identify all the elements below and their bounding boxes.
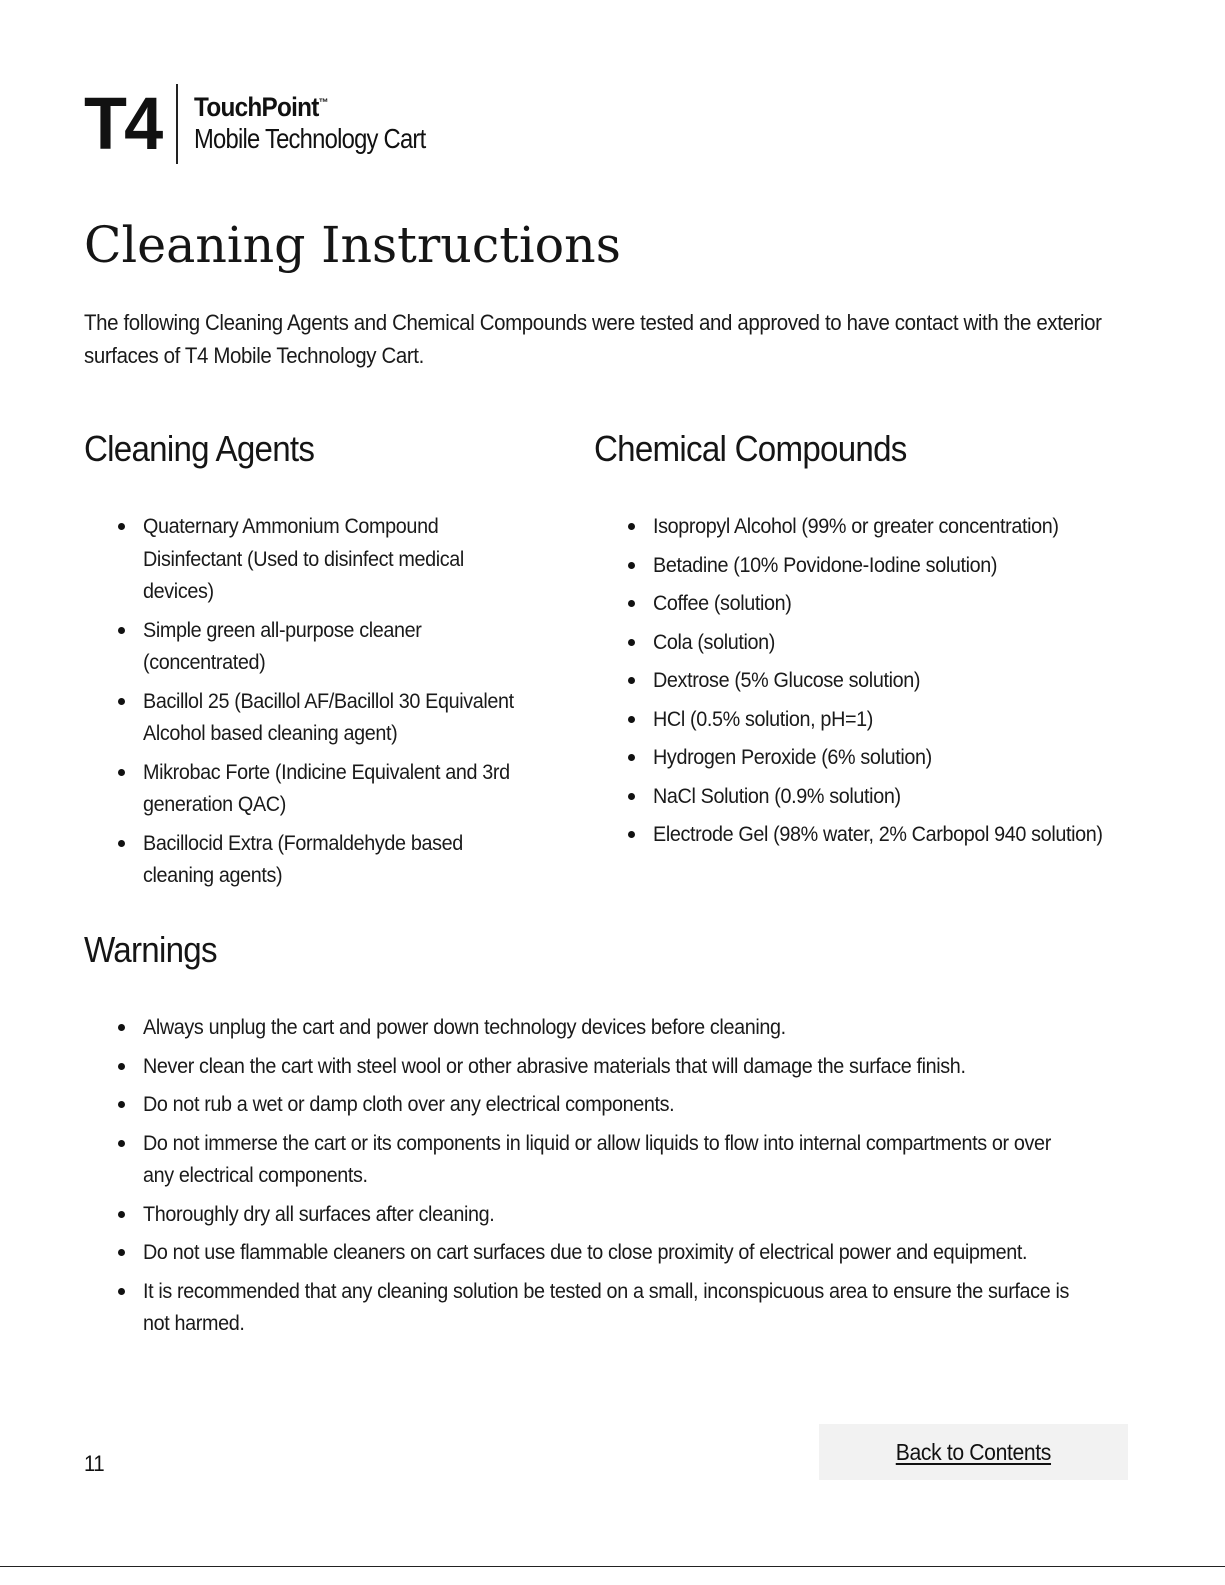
logo-brand-name: TouchPoint xyxy=(193,92,319,123)
list-item: Never clean the cart with steel wool or other abrasive materials that will damage the surface finish. xyxy=(84,1050,1164,1083)
list-item: Do not immerse the cart or its components in liquid or allow liquids to flow into internal compartments or over any electrical components. xyxy=(84,1127,1164,1192)
list-item: Bacillocid Extra (Formaldehyde based cleaning agents) xyxy=(84,827,564,892)
list-item: HCl (0.5% solution, pH=1) xyxy=(594,703,1154,736)
back-to-contents-button[interactable] xyxy=(819,1424,1128,1480)
chemical-compounds-heading: Chemical Compounds xyxy=(594,428,907,469)
chemical-compounds-section xyxy=(594,428,1154,857)
list-item: Dextrose (5% Glucose solution) xyxy=(594,664,1154,697)
list-item: Isopropyl Alcohol (99% or greater concentration) xyxy=(594,510,1154,543)
trademark-symbol: ™ xyxy=(318,97,329,110)
list-item: Mikrobac Forte (Indicine Equivalent and 3rd generation QAC) xyxy=(84,756,564,821)
list-item: Simple green all-purpose cleaner (concentrated) xyxy=(84,614,564,679)
warnings-heading: Warnings xyxy=(84,929,217,970)
list-item: Bacillol 25 (Bacillol AF/Bacillol 30 Equivalent Alcohol based cleaning agent) xyxy=(84,685,564,750)
logo-divider xyxy=(176,84,178,164)
warnings-list xyxy=(84,1011,1164,1340)
warnings-section xyxy=(84,929,1164,1346)
list-item: Electrode Gel (98% water, 2% Carbopol 940 solution) xyxy=(594,818,1154,851)
cleaning-agents-list xyxy=(84,510,564,892)
logo-subtitle: Mobile Technology Cart xyxy=(193,123,426,155)
list-item: NaCl Solution (0.9% solution) xyxy=(594,780,1154,813)
list-item: Coffee (solution) xyxy=(594,587,1154,620)
list-item: Quaternary Ammonium Compound Disinfectant (Used to disinfect medical devices) xyxy=(84,510,564,608)
back-to-contents-link[interactable]: Back to Contents xyxy=(895,1438,1052,1465)
list-item: Betadine (10% Povidone-Iodine solution) xyxy=(594,549,1154,582)
page-bottom-edge xyxy=(0,1566,1225,1585)
list-item: Always unplug the cart and power down technology devices before cleaning. xyxy=(84,1011,1164,1044)
list-item: It is recommended that any cleaning solution be tested on a small, inconspicuous area to ensure the surface is not harmed. xyxy=(84,1275,1164,1340)
logo-text xyxy=(194,92,466,155)
intro-paragraph: The following Cleaning Agents and Chemical Compounds were tested and approved to have contact with the exterior surfaces of T4 Mobile Technology Cart. xyxy=(84,310,1102,368)
product-logo xyxy=(84,84,466,164)
list-item: Hydrogen Peroxide (6% solution) xyxy=(594,741,1154,774)
list-item: Thoroughly dry all surfaces after cleaning. xyxy=(84,1198,1164,1231)
list-item: Do not use flammable cleaners on cart surfaces due to close proximity of electrical power and equipment. xyxy=(84,1236,1164,1269)
chemical-compounds-list xyxy=(594,510,1154,851)
logo-mark: T4 xyxy=(84,82,161,165)
cleaning-agents-heading: Cleaning Agents xyxy=(84,428,315,469)
list-item: Cola (solution) xyxy=(594,626,1154,659)
page-number: 11 xyxy=(84,1451,105,1476)
page-title: Cleaning Instructions xyxy=(84,216,621,274)
logo-brand xyxy=(194,92,439,123)
cleaning-agents-section xyxy=(84,428,564,898)
list-item: Do not rub a wet or damp cloth over any electrical components. xyxy=(84,1088,1164,1121)
